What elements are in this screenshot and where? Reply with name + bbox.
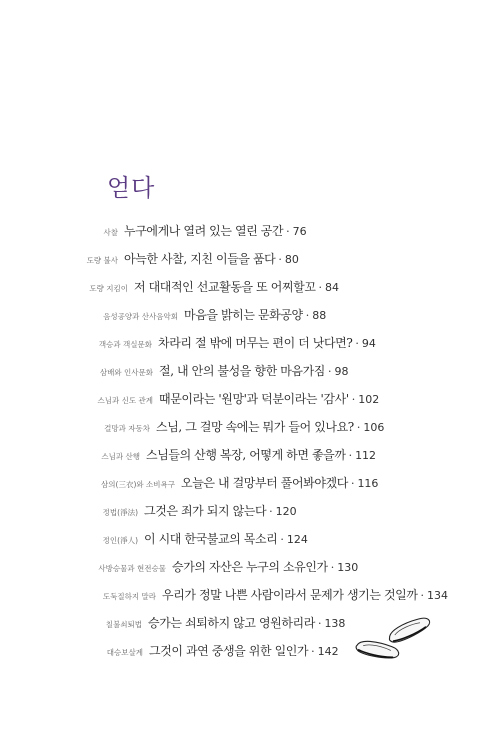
toc-entry[interactable] (0, 362, 480, 388)
entry-page-number: 98 (334, 365, 349, 378)
entry-tag: 도량 지킴이 (89, 284, 128, 293)
entry-title: 스님, 그 걸망 속에는 뭐가 들어 있나요? (156, 420, 354, 434)
toc-entry[interactable] (0, 278, 480, 304)
entry-tag: 대승보살계 (106, 648, 143, 657)
section-title: 얻다 (107, 174, 156, 202)
entry-separator: · (327, 365, 332, 378)
entry-page-number: 116 (357, 477, 379, 490)
entry-tag: 걸망과 자동차 (104, 424, 150, 433)
entry-separator: · (318, 281, 323, 294)
rubber-shoes-illustration (352, 612, 436, 668)
entry-separator: · (305, 309, 310, 322)
entry-title: 차라리 절 밖에 머무는 편이 더 낫다면? (158, 336, 353, 350)
entry-separator: · (330, 561, 335, 574)
entry-title: 때문이라는 '원망'과 덕분이라는 '감사' (159, 392, 349, 406)
entry-tag: 도량 불사 (86, 256, 118, 265)
entry-page-number: 80 (284, 253, 299, 266)
entry-tag: 칠불쇠퇴법 (105, 620, 142, 629)
entry-page-number: 124 (286, 533, 308, 546)
entry-title: 우리가 정말 나쁜 사람이라서 문제가 생기는 것일까 (162, 588, 418, 602)
entry-title: 그것은 죄가 되지 않는다 (144, 504, 267, 518)
entry-title: 승가는 쇠퇴하지 않고 영원하리라 (148, 616, 315, 630)
entry-separator: · (351, 393, 356, 406)
entry-tag: 정인(淨人) (102, 536, 138, 545)
toc-entry[interactable] (0, 446, 480, 472)
toc-entry[interactable] (0, 418, 480, 444)
entry-tag: 도둑질하지 말라 (102, 592, 156, 601)
entry-separator: · (286, 225, 290, 238)
entry-title: 이 시대 한국불교의 목소리 (144, 532, 278, 546)
entry-tag: 객승과 객실문화 (98, 340, 152, 349)
entry-title: 아늑한 사찰, 지친 이들을 품다 (124, 252, 276, 266)
entry-title: 오늘은 내 걸망부터 풀어봐야겠다 (181, 476, 348, 490)
entry-tag: 정법(淨法) (102, 508, 138, 517)
entry-separator: · (420, 589, 425, 602)
entry-separator: · (348, 449, 353, 462)
entry-separator: · (269, 505, 273, 518)
toc-entry[interactable] (0, 390, 480, 416)
toc-entry[interactable] (0, 474, 480, 500)
entry-title: 누구에게나 열려 있는 열린 공간 (124, 224, 284, 238)
entry-title: 승가의 자산은 누구의 소유인가 (172, 560, 328, 574)
entry-separator: · (355, 337, 359, 350)
entry-page-number: 106 (363, 421, 385, 434)
entry-separator: · (311, 645, 315, 658)
entry-page-number: 120 (275, 505, 297, 518)
entry-page-number: 138 (324, 617, 346, 630)
entry-separator: · (280, 533, 284, 546)
entry-page-number: 134 (427, 589, 449, 602)
entry-tag: 삼배와 인사문화 (99, 368, 153, 377)
entry-separator: · (356, 421, 361, 434)
entry-tag: 사방승물과 현전승물 (98, 564, 166, 573)
entry-page-number: 76 (292, 225, 307, 238)
toc-entry[interactable] (0, 222, 480, 248)
entry-tag: 스님과 산행 (101, 452, 140, 461)
toc-entry[interactable] (0, 250, 480, 276)
toc-entry[interactable] (0, 530, 480, 556)
entry-title: 절, 내 안의 불성을 향한 마음가짐 (159, 364, 325, 378)
entry-title: 그것이 과연 중생을 위한 일인가 (149, 644, 309, 658)
entry-page-number: 88 (312, 309, 327, 322)
entry-page-number: 142 (317, 645, 339, 658)
entry-separator: · (278, 253, 282, 266)
entry-page-number: 102 (358, 393, 380, 406)
entry-separator: · (317, 617, 322, 630)
entry-tag: 삼의(三衣)와 소비욕구 (101, 480, 175, 489)
entry-title: 저 대대적인 선교활동을 또 어찌할꼬 (134, 280, 316, 294)
entry-title: 마음을 밝히는 문화공양 (184, 308, 303, 322)
entry-tag: 스님과 신도 관계 (97, 396, 153, 405)
entry-separator: · (350, 477, 355, 490)
toc-entry[interactable] (0, 306, 480, 332)
entry-page-number: 130 (337, 561, 359, 574)
entry-page-number: 112 (355, 449, 377, 462)
toc-entry[interactable] (0, 502, 480, 528)
entry-title: 스님들의 산행 복장, 어떻게 하면 좋을까 (146, 448, 346, 462)
entry-tag: 사찰 (103, 228, 118, 237)
toc-entry[interactable] (0, 558, 480, 584)
entry-tag: 음성공양과 산사음악회 (103, 312, 178, 321)
entry-page-number: 84 (325, 281, 340, 294)
toc-entry[interactable] (0, 334, 480, 360)
entry-page-number: 94 (361, 337, 376, 350)
toc-entry[interactable] (0, 586, 480, 612)
